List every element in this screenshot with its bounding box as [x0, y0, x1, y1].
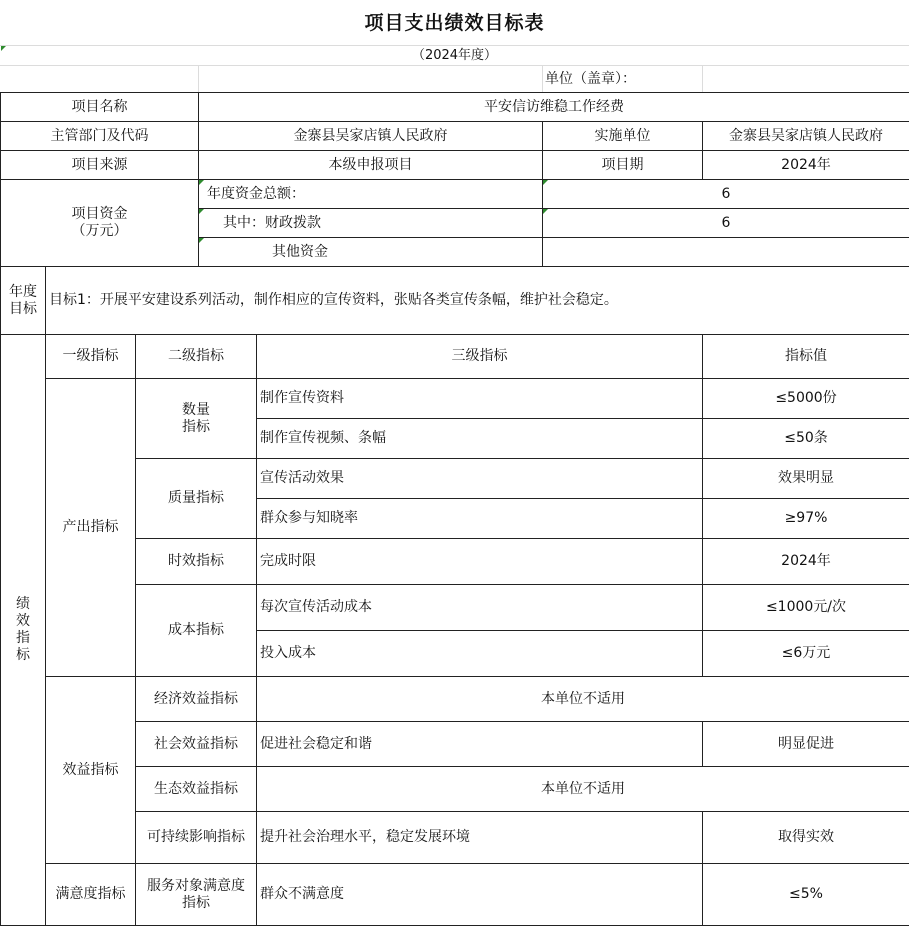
year-label: （2024年度） — [411, 48, 498, 63]
service-satisfaction-label — [136, 864, 257, 926]
indicator-name: 完成时限 — [257, 539, 703, 585]
header-level3: 三级指标 — [257, 335, 703, 379]
quantity-indicator-label — [136, 379, 257, 459]
indicator-value: 效果明显 — [703, 459, 909, 499]
funds-fiscal-value — [543, 209, 909, 238]
quantity-label-line: 指标 — [182, 418, 210, 435]
perf-side-label — [1, 335, 46, 926]
cell-comment-marker — [199, 180, 204, 185]
dept-label: 主管部门及代码 — [1, 122, 199, 151]
cell-comment-marker — [543, 209, 548, 214]
project-name-label: 项目名称 — [1, 93, 199, 122]
cell-comment-marker — [199, 238, 204, 243]
unit-stamp-label: 单位（盖章）： — [545, 71, 636, 87]
header-level2: 二级指标 — [136, 335, 257, 379]
gridline — [542, 66, 543, 92]
cell-comment-marker — [199, 209, 204, 214]
indicator-value: ≤6万元 — [703, 631, 909, 677]
header-level1: 一级指标 — [46, 335, 136, 379]
indicator-value: ≤50条 — [703, 419, 909, 459]
dept-value: 金寨县吴家店镇人民政府 — [199, 122, 543, 151]
funds-total-number: 6 — [721, 185, 731, 202]
funds-label-line: 项目资金 — [71, 206, 128, 222]
gridline — [0, 65, 909, 66]
funds-label — [1, 180, 199, 267]
page-title: 项目支出绩效目标表 — [364, 12, 545, 34]
funds-other-value — [543, 238, 909, 267]
perf-side-char: 指 — [16, 630, 30, 646]
indicator-name: 投入成本 — [257, 631, 703, 677]
funds-other-label — [199, 238, 543, 267]
period-value: 2024年 — [703, 151, 909, 180]
funds-total-label — [199, 180, 543, 209]
quantity-label-line: 数量 — [182, 401, 210, 418]
service-satisfaction-line: 指标 — [182, 894, 210, 911]
impl-unit-value: 金寨县吴家店镇人民政府 — [703, 122, 909, 151]
funds-total-value — [543, 180, 909, 209]
perf-side-char: 标 — [16, 647, 30, 663]
indicator-name: 促进社会稳定和谐 — [257, 722, 703, 767]
time-indicator-label: 时效指标 — [136, 539, 257, 585]
ecological-indicator-label: 生态效益指标 — [136, 767, 257, 812]
indicator-value: 明显促进 — [703, 722, 909, 767]
gridline — [198, 66, 199, 92]
cost-indicator-label: 成本指标 — [136, 585, 257, 677]
indicator-name: 群众不满意度 — [257, 864, 703, 926]
indicator-value: 取得实效 — [703, 812, 909, 864]
gridline — [0, 45, 909, 46]
cell-comment-marker — [543, 180, 548, 185]
perf-side-char: 效 — [16, 613, 30, 629]
funds-fiscal-number: 6 — [721, 214, 731, 231]
economic-indicator-label: 经济效益指标 — [136, 677, 257, 722]
indicator-value: ≤1000元/次 — [703, 585, 909, 631]
indicator-value: 本单位不适用 — [257, 677, 909, 722]
indicator-name: 提升社会治理水平，稳定发展环境 — [257, 812, 703, 864]
indicator-name: 制作宣传视频、条幅 — [257, 419, 703, 459]
project-name-value: 平安信访维稳工作经费 — [199, 93, 909, 122]
perf-side-char: 绩 — [16, 596, 30, 612]
annual-goal-label — [1, 267, 46, 335]
benefit-indicator-label: 效益指标 — [46, 677, 136, 864]
satisfaction-indicator-label: 满意度指标 — [46, 864, 136, 926]
cell-comment-marker — [1, 46, 6, 51]
indicator-value: 2024年 — [703, 539, 909, 585]
source-label: 项目来源 — [1, 151, 199, 180]
annual-goal-label-line: 目标 — [9, 300, 37, 317]
quality-indicator-label: 质量指标 — [136, 459, 257, 539]
sustainability-indicator-label: 可持续影响指标 — [136, 812, 257, 864]
social-indicator-label: 社会效益指标 — [136, 722, 257, 767]
impl-unit-label: 实施单位 — [543, 122, 703, 151]
indicator-name: 宣传活动效果 — [257, 459, 703, 499]
performance-goal-table — [0, 92, 909, 926]
output-indicator-label: 产出指标 — [46, 379, 136, 677]
period-label: 项目期 — [543, 151, 703, 180]
service-satisfaction-line: 服务对象满意度 — [147, 877, 245, 894]
funds-fiscal-text: 其中：财政拨款 — [223, 214, 321, 231]
annual-goal-text: 目标1：开展平安建设系列活动，制作相应的宣传资料，张贴各类宣传条幅，维护社会稳定。 — [46, 267, 909, 335]
indicator-value: ≤5000份 — [703, 379, 909, 419]
funds-total-text: 年度资金总额： — [207, 185, 305, 202]
funds-fiscal-label — [199, 209, 543, 238]
indicator-name: 每次宣传活动成本 — [257, 585, 703, 631]
indicator-name: 制作宣传资料 — [257, 379, 703, 419]
gridline — [702, 66, 703, 92]
funds-other-text: 其他资金 — [272, 243, 328, 260]
indicator-value: 本单位不适用 — [257, 767, 909, 812]
indicator-value: ≤5% — [703, 864, 909, 926]
source-value: 本级申报项目 — [199, 151, 543, 180]
header-value: 指标值 — [703, 335, 909, 379]
annual-goal-label-line: 年度 — [9, 283, 37, 300]
indicator-value: ≥97% — [703, 499, 909, 539]
funds-label-line: （万元） — [71, 223, 128, 239]
indicator-name: 群众参与知晓率 — [257, 499, 703, 539]
